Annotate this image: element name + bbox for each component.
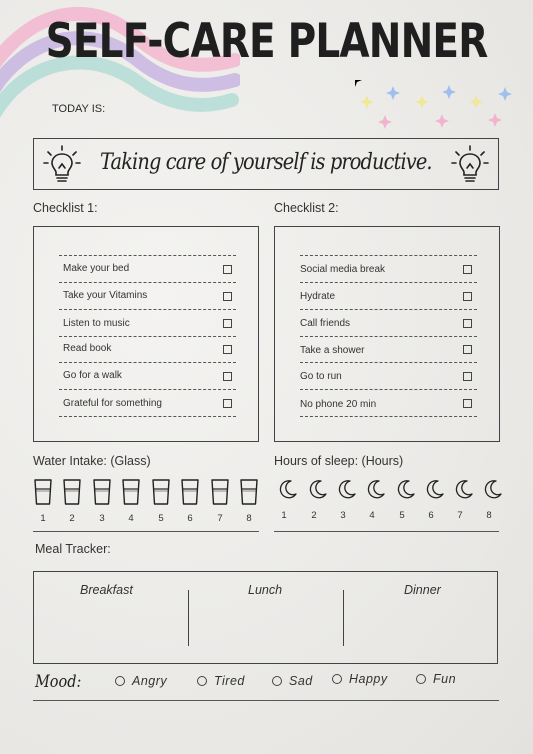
sleep-number: 6 [428, 510, 434, 521]
glass-icon[interactable] [92, 478, 112, 506]
lightbulb-icon [42, 144, 82, 186]
checkbox-icon[interactable] [463, 399, 472, 408]
divider [300, 336, 477, 337]
checkbox-icon[interactable] [223, 399, 232, 408]
divider [300, 309, 477, 310]
glass-icon[interactable] [151, 478, 171, 506]
checklist-item: Take a shower [300, 345, 365, 356]
divider [59, 416, 236, 417]
checkbox-icon[interactable] [223, 319, 232, 328]
moon-icon[interactable] [308, 479, 328, 499]
checklist-item: Go for a walk [63, 370, 122, 381]
divider [300, 389, 477, 390]
moon-icon[interactable] [454, 479, 474, 499]
moon-icon[interactable] [425, 479, 445, 499]
glass-number: 1 [40, 513, 46, 524]
checklist-item: Make your bed [63, 263, 130, 274]
mood-label: Mood: [35, 672, 82, 692]
lightbulb-icon [450, 144, 490, 186]
checklist-1-label: Checklist 1: [33, 201, 98, 215]
mood-option-label: Sad [289, 674, 313, 688]
glass-number: 5 [158, 513, 164, 524]
mood-option-label: Tired [214, 674, 245, 688]
mood-radio-fun[interactable] [416, 674, 426, 684]
glass-icon[interactable] [239, 478, 259, 506]
checkbox-icon[interactable] [223, 265, 232, 274]
glass-icon[interactable] [210, 478, 230, 506]
mood-radio-happy[interactable] [332, 674, 342, 684]
glass-icon[interactable] [180, 478, 200, 506]
glass-number: 7 [217, 513, 223, 524]
today-label: TODAY IS: [52, 103, 106, 115]
star-icon [355, 80, 362, 87]
moon-icon[interactable] [337, 479, 357, 499]
sleep-number: 8 [486, 510, 492, 521]
checkbox-icon[interactable] [463, 345, 472, 354]
checklist-item: Listen to music [63, 318, 130, 329]
sleep-number: 2 [311, 510, 317, 521]
glass-number: 8 [246, 513, 252, 524]
glass-number: 2 [69, 513, 75, 524]
checkbox-icon[interactable] [463, 372, 472, 381]
divider [300, 255, 477, 256]
checkbox-icon[interactable] [463, 319, 472, 328]
mood-option-label: Happy [349, 672, 388, 686]
glass-number: 3 [99, 513, 105, 524]
sleep-number: 7 [457, 510, 463, 521]
divider [343, 590, 344, 646]
quote-text: Taking care of yourself is productive. [100, 150, 432, 175]
checkbox-icon[interactable] [223, 292, 232, 301]
checklist-item: Grateful for something [63, 398, 162, 409]
sleep-number: 5 [399, 510, 405, 521]
mood-radio-tired[interactable] [197, 676, 207, 686]
glass-icon[interactable] [33, 478, 53, 506]
sleep-number: 4 [369, 510, 375, 521]
divider [59, 336, 236, 337]
glass-number: 4 [128, 513, 134, 524]
checkbox-icon[interactable] [463, 265, 472, 274]
meal-tracker-box [33, 571, 498, 664]
breakfast-label: Breakfast [80, 583, 133, 597]
divider [59, 389, 236, 390]
divider [59, 282, 236, 283]
checklist-item: Call friends [300, 318, 351, 329]
page-title: SELF-CARE PLANNER [45, 14, 488, 69]
checklist-item: Take your Vitamins [63, 290, 148, 301]
moon-icon[interactable] [483, 479, 503, 499]
divider [59, 309, 236, 310]
checkbox-icon[interactable] [223, 372, 232, 381]
divider [300, 362, 477, 363]
checklist-item: Go to run [300, 371, 342, 382]
checklist-2-box [274, 226, 500, 442]
water-intake-label: Water Intake: (Glass) [33, 454, 151, 468]
divider [33, 531, 259, 532]
checklist-item: No phone 20 min [300, 399, 377, 410]
mood-radio-angry[interactable] [115, 676, 125, 686]
moon-icon[interactable] [366, 479, 386, 499]
dinner-label: Dinner [404, 583, 441, 597]
divider [59, 255, 236, 256]
glass-icon[interactable] [121, 478, 141, 506]
moon-icon[interactable] [396, 479, 416, 499]
mood-option-label: Fun [433, 672, 457, 686]
star-decoration [355, 80, 525, 140]
mood-option-label: Angry [132, 674, 168, 688]
divider [274, 531, 499, 532]
glass-icon[interactable] [62, 478, 82, 506]
checklist-2-label: Checklist 2: [274, 201, 339, 215]
divider [188, 590, 189, 646]
sleep-label: Hours of sleep: (Hours) [274, 454, 404, 468]
lunch-label: Lunch [248, 583, 283, 597]
moon-icon[interactable] [278, 479, 298, 499]
divider [300, 416, 477, 417]
checklist-1-box [33, 226, 259, 442]
quote-box [33, 138, 499, 190]
checklist-item: Read book [63, 343, 112, 354]
checklist-item: Social media break [300, 264, 386, 275]
checkbox-icon[interactable] [223, 345, 232, 354]
sleep-number: 1 [281, 510, 287, 521]
sleep-number: 3 [340, 510, 346, 521]
meal-tracker-label: Meal Tracker: [35, 542, 111, 556]
mood-radio-sad[interactable] [272, 676, 282, 686]
divider [59, 362, 236, 363]
divider [33, 700, 499, 701]
checklist-item: Hydrate [300, 291, 336, 302]
checkbox-icon[interactable] [463, 292, 472, 301]
glass-number: 6 [187, 513, 193, 524]
divider [300, 282, 477, 283]
